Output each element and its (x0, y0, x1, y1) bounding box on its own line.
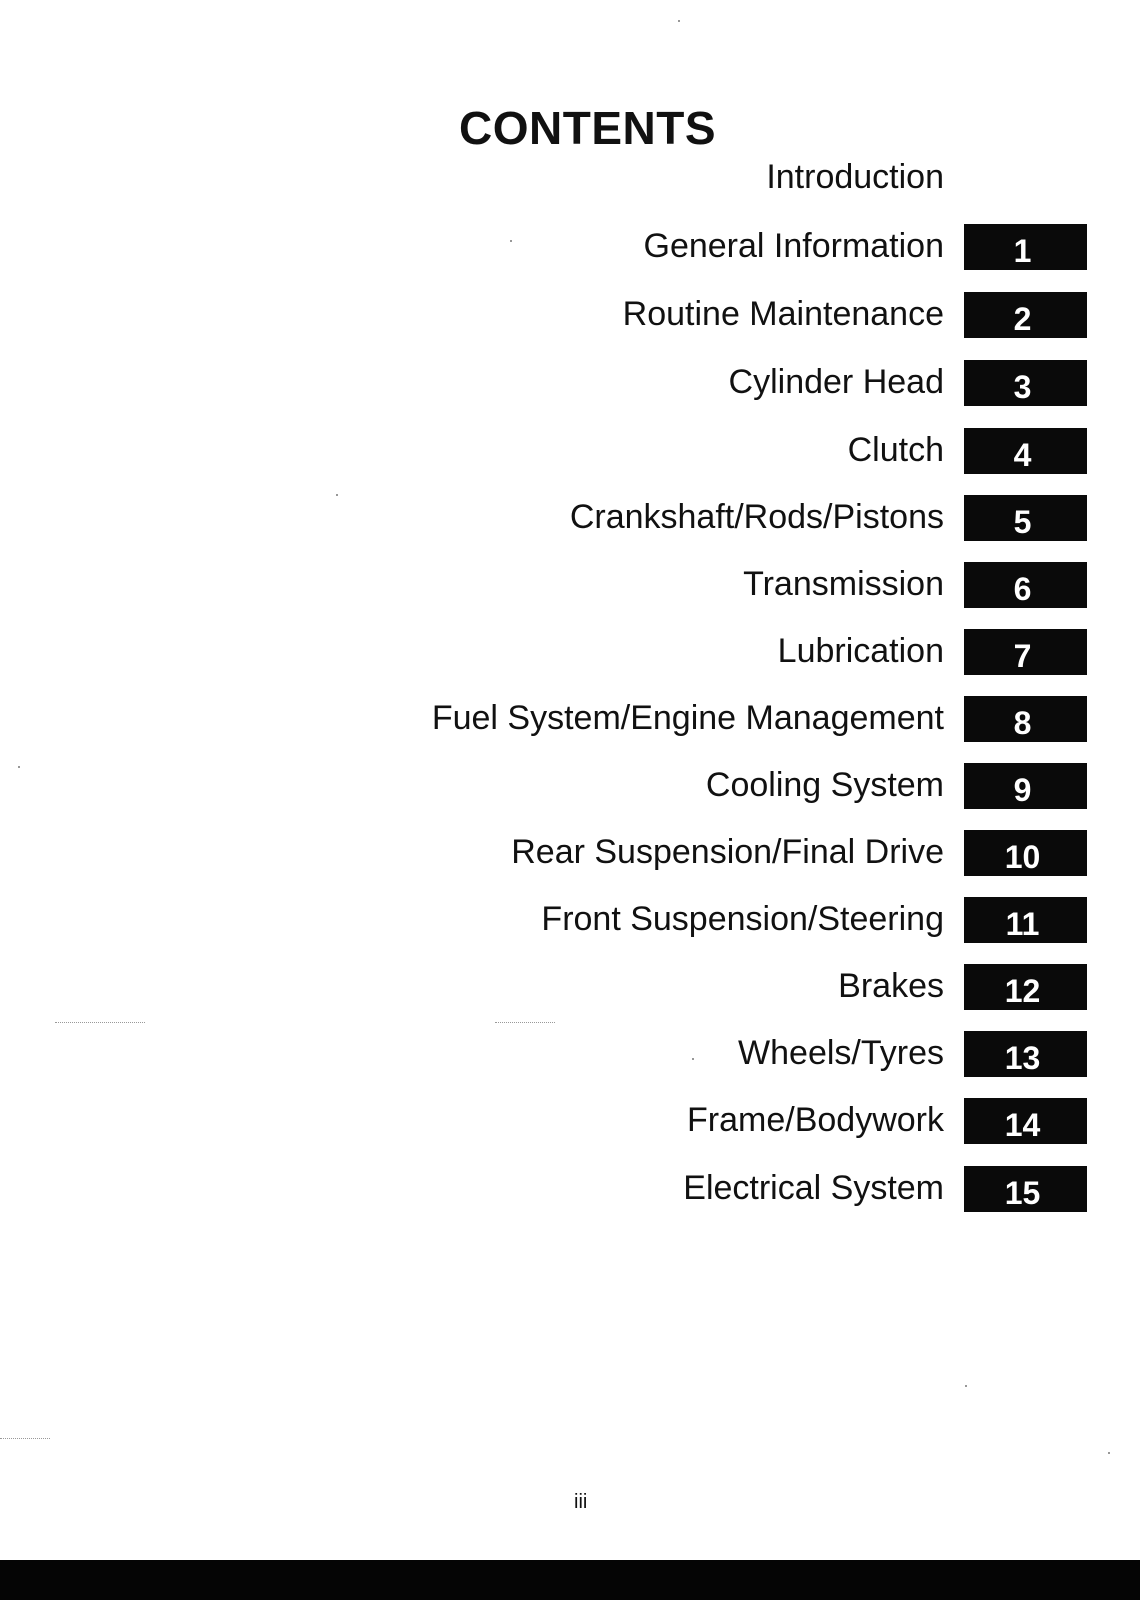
scan-speck (678, 20, 680, 22)
scan-speck (336, 494, 338, 496)
scan-speck (965, 1385, 967, 1387)
toc-entry-label[interactable]: Electrical System (683, 1169, 944, 1207)
chapter-tab[interactable]: 9 (964, 763, 1087, 809)
chapter-tab[interactable]: 1 (964, 224, 1087, 270)
scan-bottom-border (0, 1560, 1140, 1600)
chapter-tab[interactable]: 14 (964, 1098, 1087, 1144)
scan-dashes (55, 1022, 145, 1024)
chapter-tab[interactable]: 11 (964, 897, 1087, 943)
chapter-tab[interactable]: 13 (964, 1031, 1087, 1077)
toc-entry[interactable] (0, 964, 1140, 1012)
toc-entry[interactable] (0, 629, 1140, 677)
chapter-tab[interactable]: 7 (964, 629, 1087, 675)
scan-speck (692, 1058, 694, 1060)
toc-entry-label[interactable]: Frame/Bodywork (687, 1101, 944, 1139)
toc-entry-label[interactable]: Cylinder Head (728, 363, 944, 401)
toc-entry[interactable] (0, 292, 1140, 340)
chapter-tab[interactable]: 10 (964, 830, 1087, 876)
page-number: iii (574, 1491, 588, 1513)
toc-entry-label[interactable]: Routine Maintenance (622, 295, 944, 333)
toc-entry[interactable] (0, 897, 1140, 945)
chapter-tab[interactable]: 4 (964, 428, 1087, 474)
scan-speck (1108, 1452, 1110, 1454)
scan-speck (18, 766, 20, 768)
chapter-tab[interactable]: 5 (964, 495, 1087, 541)
chapter-tab[interactable]: 3 (964, 360, 1087, 406)
toc-entry[interactable] (0, 224, 1140, 272)
toc-entry[interactable] (0, 763, 1140, 811)
scan-dashes (495, 1022, 555, 1024)
toc-entry-label[interactable]: Transmission (743, 565, 944, 603)
toc-entry-label[interactable]: General Information (643, 227, 944, 265)
toc-entry-label[interactable]: Fuel System/Engine Management (431, 699, 944, 737)
toc-entry[interactable] (0, 428, 1140, 476)
toc-entry[interactable] (0, 1031, 1140, 1079)
toc-entry-label[interactable]: Brakes (838, 967, 944, 1005)
toc-introduction[interactable]: Introduction (766, 158, 944, 196)
toc-entry[interactable] (0, 360, 1140, 408)
chapter-tab[interactable]: 6 (964, 562, 1087, 608)
chapter-tab[interactable]: 15 (964, 1166, 1087, 1212)
toc-entry[interactable] (0, 1098, 1140, 1146)
toc-entry-label[interactable]: Front Suspension/Steering (541, 900, 944, 938)
toc-entry-label[interactable]: Cooling System (705, 766, 944, 804)
chapter-tab[interactable]: 12 (964, 964, 1087, 1010)
toc-entry-label[interactable]: Rear Suspension/Final Drive (511, 833, 944, 871)
toc-entry-label[interactable]: Crankshaft/Rods/Pistons (569, 498, 944, 536)
toc-entry-label[interactable]: Lubrication (777, 632, 944, 670)
chapter-tab[interactable]: 8 (964, 696, 1087, 742)
chapter-tab[interactable]: 2 (964, 292, 1087, 338)
page-title: CONTENTS (459, 102, 716, 154)
toc-entry[interactable] (0, 1166, 1140, 1214)
toc-entry[interactable] (0, 830, 1140, 878)
scan-dashes (0, 1438, 50, 1440)
toc-entry[interactable] (0, 495, 1140, 543)
scan-speck (510, 240, 512, 242)
toc-entry[interactable] (0, 562, 1140, 610)
toc-entry-label[interactable]: Clutch (847, 431, 944, 469)
toc-entry[interactable] (0, 696, 1140, 744)
toc-entry-label[interactable]: Wheels/Tyres (738, 1034, 944, 1072)
